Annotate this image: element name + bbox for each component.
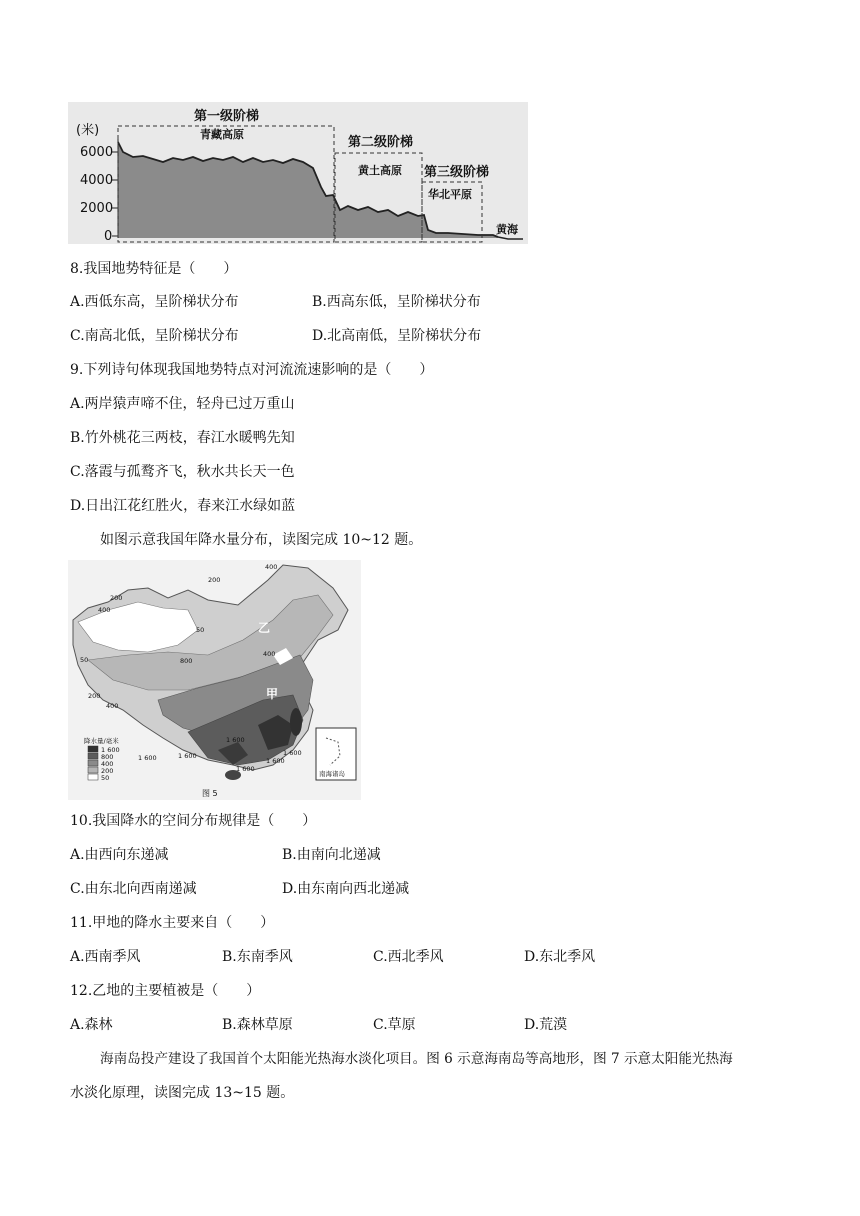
q12-option-b[interactable]: B.森林草原 [222,1017,293,1033]
y-tick-0: 0 [104,229,113,244]
map-label-50-n: 50 [196,626,205,634]
q10-option-b[interactable]: B.由南向北递减 [282,847,381,863]
map-label-200-ne: 200 [208,576,221,584]
y-tick-4000: 4000 [80,173,114,188]
map-label-400-w: 400 [98,606,111,614]
q8-option-b[interactable]: B.西高东低，呈阶梯状分布 [312,294,481,310]
profile-unit-label: (米) [76,123,100,138]
q11-stem: 11.甲地的降水主要来自（ ） [70,915,275,931]
map-label-400-ne: 400 [265,563,278,571]
region-qingzang: 青藏高原 [200,128,244,141]
q9-option-c[interactable]: C.落霞与孤鹜齐飞，秋水共长天一色 [70,464,295,480]
q11-option-d[interactable]: D.东北季风 [524,949,596,965]
q10-stem: 10.我国降水的空间分布规律是（ ） [70,813,317,829]
map-label-1600-a: 1 600 [138,754,157,762]
map-caption: 图 5 [202,789,218,798]
intro-13-15-line2: 水淡化原理，读图完成 13~15 题。 [70,1085,295,1101]
intro-13-15-line1: 海南岛投产建设了我国首个太阳能光热海水淡化项目。图 6 示意海南岛等高地形，图 7 示意太阳能光热海 [100,1051,733,1067]
q9-option-a[interactable]: A.两岸猿声啼不住，轻舟已过万重山 [70,396,295,412]
map-label-1600-f: 1 600 [236,765,255,773]
legend-200: 200 [101,767,114,775]
q8-stem: 8.我国地势特征是（ ） [70,261,238,277]
q12-option-c[interactable]: C.草原 [373,1017,416,1033]
y-tick-2000: 2000 [80,201,114,216]
q9-option-b[interactable]: B.竹外桃花三两枝，春江水暖鸭先知 [70,430,295,446]
inset-label: 南海诸岛 [319,770,345,778]
q9-option-d[interactable]: D.日出江花红胜火，春来江水绿如蓝 [70,498,296,514]
terrain-profile-figure [68,102,528,244]
step-1-label: 第一级阶梯 [194,109,260,124]
sea-label: 黄海 [496,223,518,236]
q8-option-a[interactable]: A.西低东高，呈阶梯状分布 [70,294,239,310]
map-label-800: 800 [180,657,193,665]
q11-option-b[interactable]: B.东南季风 [222,949,293,965]
q10-option-d[interactable]: D.由东南向西北递减 [282,881,410,897]
precipitation-map-figure [68,560,361,800]
q12-option-a[interactable]: A.森林 [70,1017,113,1033]
q11-option-c[interactable]: C.西北季风 [373,949,444,965]
legend-title: 降水量/毫米 [84,737,119,745]
region-huabei: 华北平原 [428,188,472,201]
map-label-200-sw: 200 [88,692,101,700]
q12-option-d[interactable]: D.荒漠 [524,1017,568,1033]
q9-stem: 9.下列诗句体现我国地势特点对河流流速影响的是（ ） [70,362,434,378]
map-label-200-w: 200 [110,594,123,602]
map-label-jia: 甲 [266,687,279,701]
region-huangtu: 黄土高原 [358,164,402,177]
legend-400: 400 [101,760,114,768]
q8-option-d[interactable]: D.北高南低，呈阶梯状分布 [312,328,482,344]
intro-10-12: 如图示意我国年降水量分布，读图完成 10~12 题。 [100,532,423,548]
q10-option-a[interactable]: A.由西向东递减 [70,847,169,863]
map-label-yi: 乙 [258,621,271,635]
map-label-1600-b: 1 600 [178,752,197,760]
map-label-1600-c: 1 600 [226,736,245,744]
map-label-1600-e: 1 600 [266,757,285,765]
map-label-400-e: 400 [263,650,276,658]
q11-option-a[interactable]: A.西南季风 [70,949,141,965]
y-tick-6000: 6000 [80,145,114,160]
legend-800: 800 [101,753,114,761]
step-2-label: 第二级阶梯 [348,135,414,150]
map-label-50-w: 50 [80,656,89,664]
map-label-1600-d: 1 600 [283,749,302,757]
q12-stem: 12.乙地的主要植被是（ ） [70,983,261,999]
legend-50: 50 [101,774,110,782]
map-label-400-sw: 400 [106,702,119,710]
q10-option-c[interactable]: C.由东北向西南递减 [70,881,197,897]
step-3-label: 第三级阶梯 [424,165,490,180]
q8-option-c[interactable]: C.南高北低，呈阶梯状分布 [70,328,239,344]
legend-1600: 1 600 [101,746,120,754]
